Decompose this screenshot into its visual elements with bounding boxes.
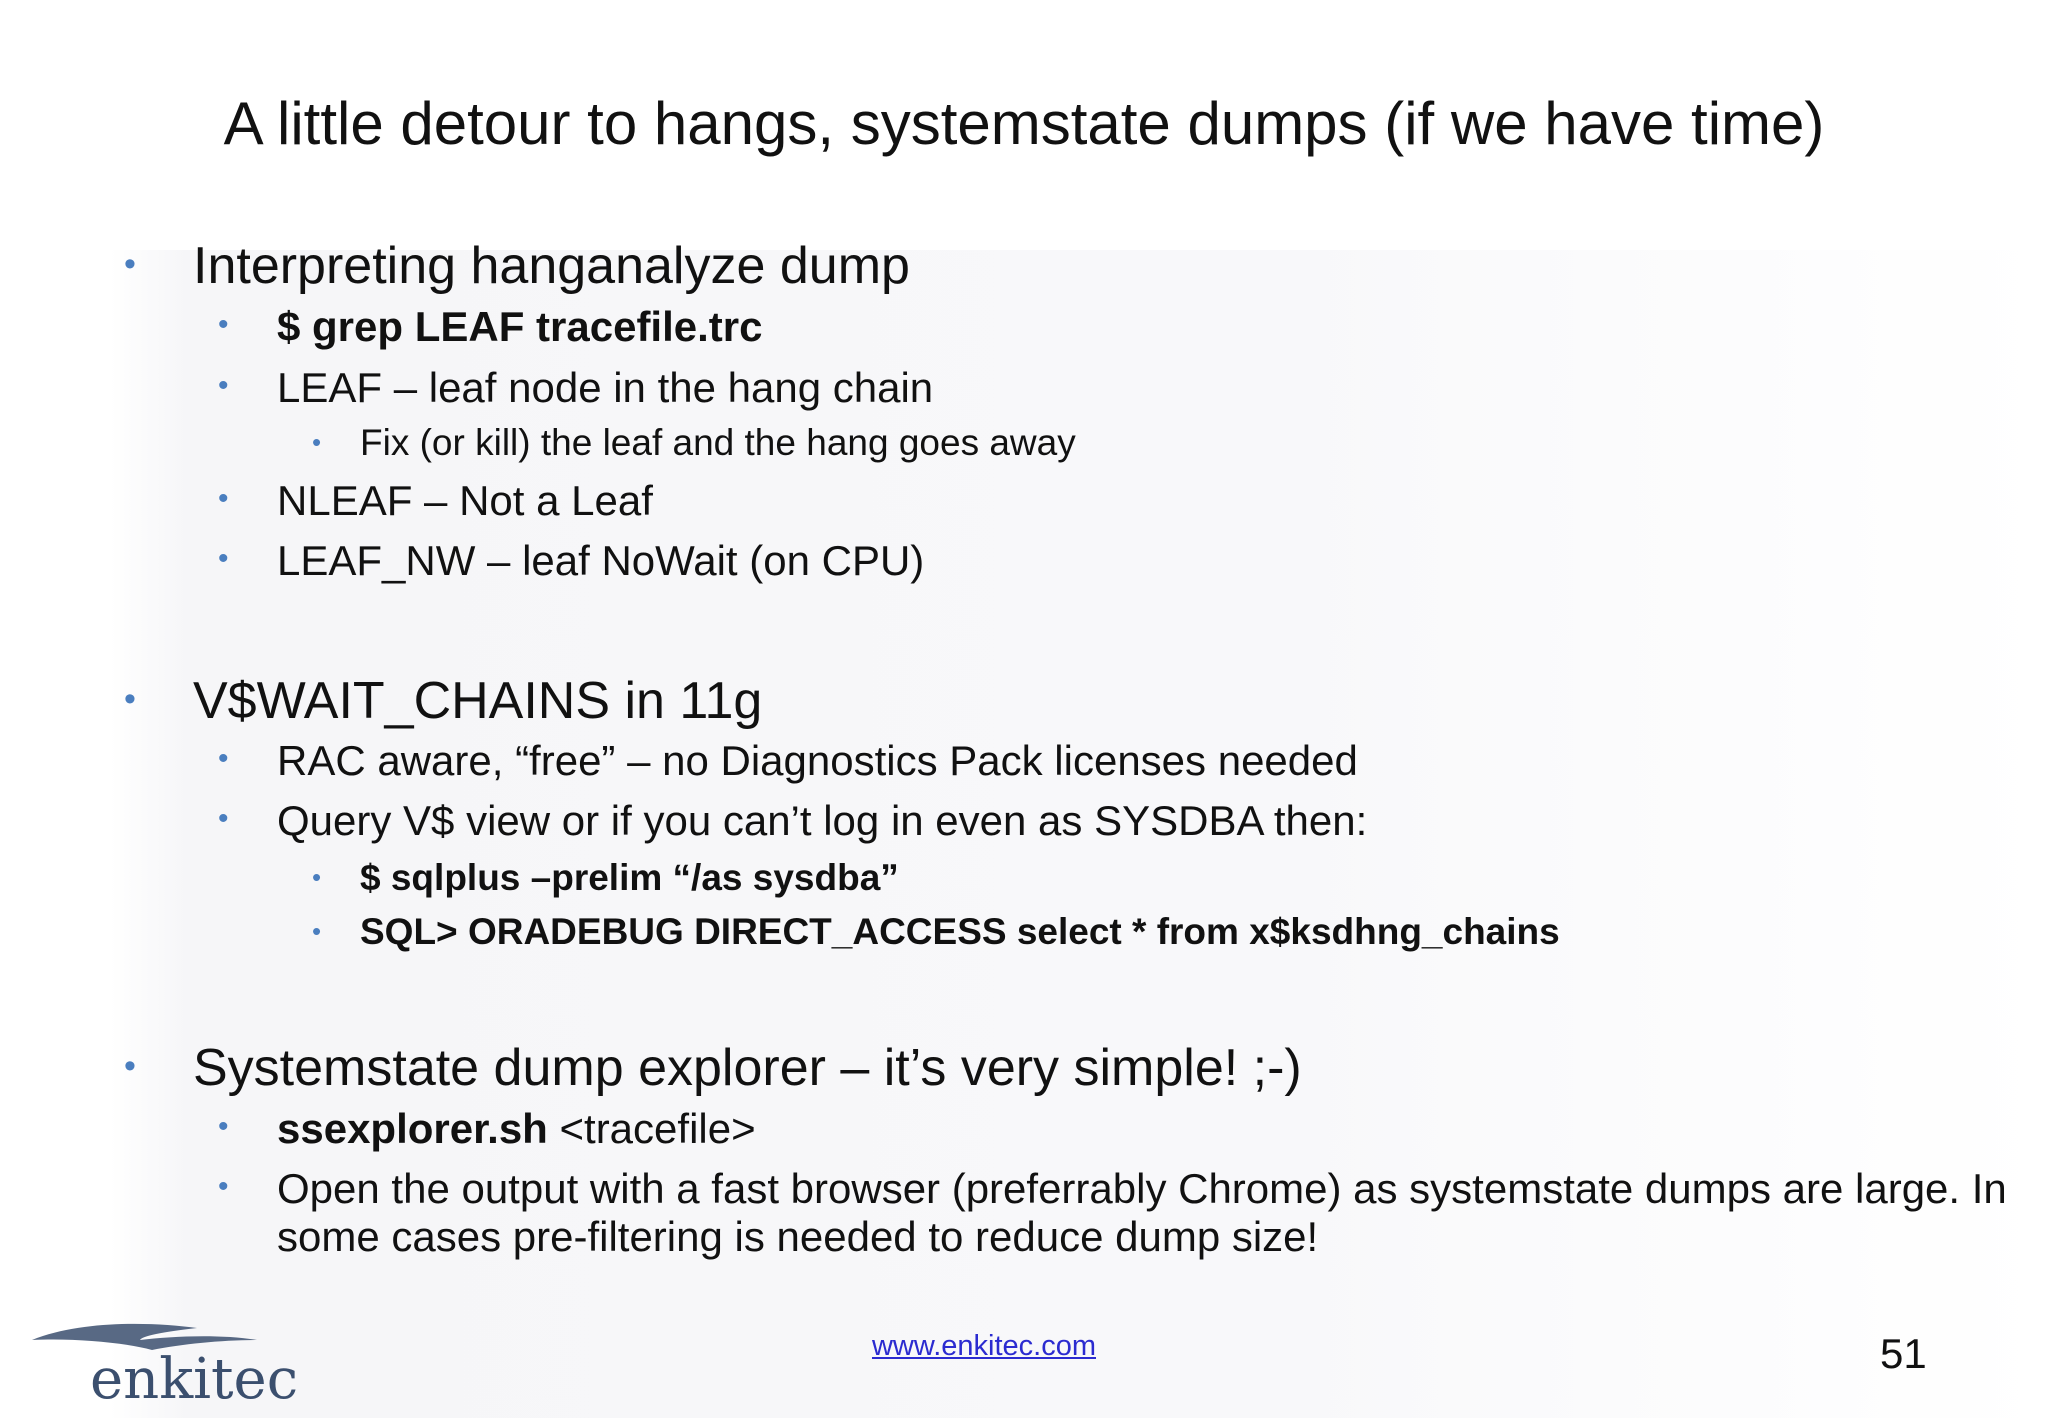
- bullet-l1-hanganalyze: Interpreting hanganalyze dump: [193, 237, 910, 295]
- bullet-l3-oradebug: SQL> ORADEBUG DIRECT_ACCESS select * from x$ksdhng_chains: [360, 911, 1560, 952]
- bullet-l3-fix-leaf: Fix (or kill) the leaf and the hang goes away: [360, 422, 1076, 463]
- bullet-l2-query-view: Query V$ view or if you can’t log in even as SYSDBA then:: [277, 797, 1368, 844]
- bullet-l2-grep-command: $ grep LEAF tracefile.trc: [277, 303, 763, 350]
- bullet-l1-wait-chains: V$WAIT_CHAINS in 11g: [193, 672, 763, 730]
- ssexplorer-arg: <tracefile>: [547, 1105, 756, 1152]
- bullet-dot: •: [312, 916, 322, 946]
- bullet-l2-open-output: Open the output with a fast browser (preferrably Chrome) as systemstate dumps are large. In some cases pre-filtering is needed to reduce dump size!: [277, 1165, 2007, 1260]
- ssexplorer-command: ssexplorer.sh: [277, 1105, 548, 1152]
- bullet-dot: •: [124, 680, 136, 718]
- bullet-l1-systemstate-explorer: Systemstate dump explorer – it’s very simple! ;-): [193, 1039, 1302, 1097]
- bullet-l2-leaf: LEAF – leaf node in the hang chain: [277, 364, 934, 411]
- page-number: 51: [1880, 1330, 1927, 1377]
- bullet-dot: •: [312, 427, 322, 457]
- bullet-dot: •: [218, 308, 229, 341]
- bullet-dot: •: [124, 1047, 136, 1085]
- bullet-l2-leaf-nw: LEAF_NW – leaf NoWait (on CPU): [277, 537, 925, 584]
- website-link[interactable]: www.enkitec.com: [871, 1330, 1096, 1362]
- bullet-dot: •: [218, 742, 229, 775]
- bullet-dot: •: [218, 542, 229, 575]
- bullet-dot: •: [312, 862, 322, 892]
- slide-title: A little detour to hangs, systemstate dumps (if we have time): [223, 90, 1825, 157]
- bullet-l2-rac-aware: RAC aware, “free” – no Diagnostics Pack licenses needed: [277, 737, 1358, 784]
- svg-text:enkitec: enkitec: [90, 1347, 299, 1410]
- bullet-l3-sqlplus-prelim: $ sqlplus –prelim “/as sysdba”: [360, 857, 899, 898]
- bullet-dot: •: [218, 1170, 229, 1203]
- bullet-dot: •: [124, 245, 136, 283]
- bullet-dot: •: [218, 369, 229, 402]
- bullet-l2-ssexplorer: [277, 1105, 756, 1153]
- bullet-dot: •: [218, 1110, 229, 1143]
- bullet-dot: •: [218, 802, 229, 835]
- bullet-l2-nleaf: NLEAF – Not a Leaf: [277, 477, 653, 524]
- bullet-dot: •: [218, 482, 229, 515]
